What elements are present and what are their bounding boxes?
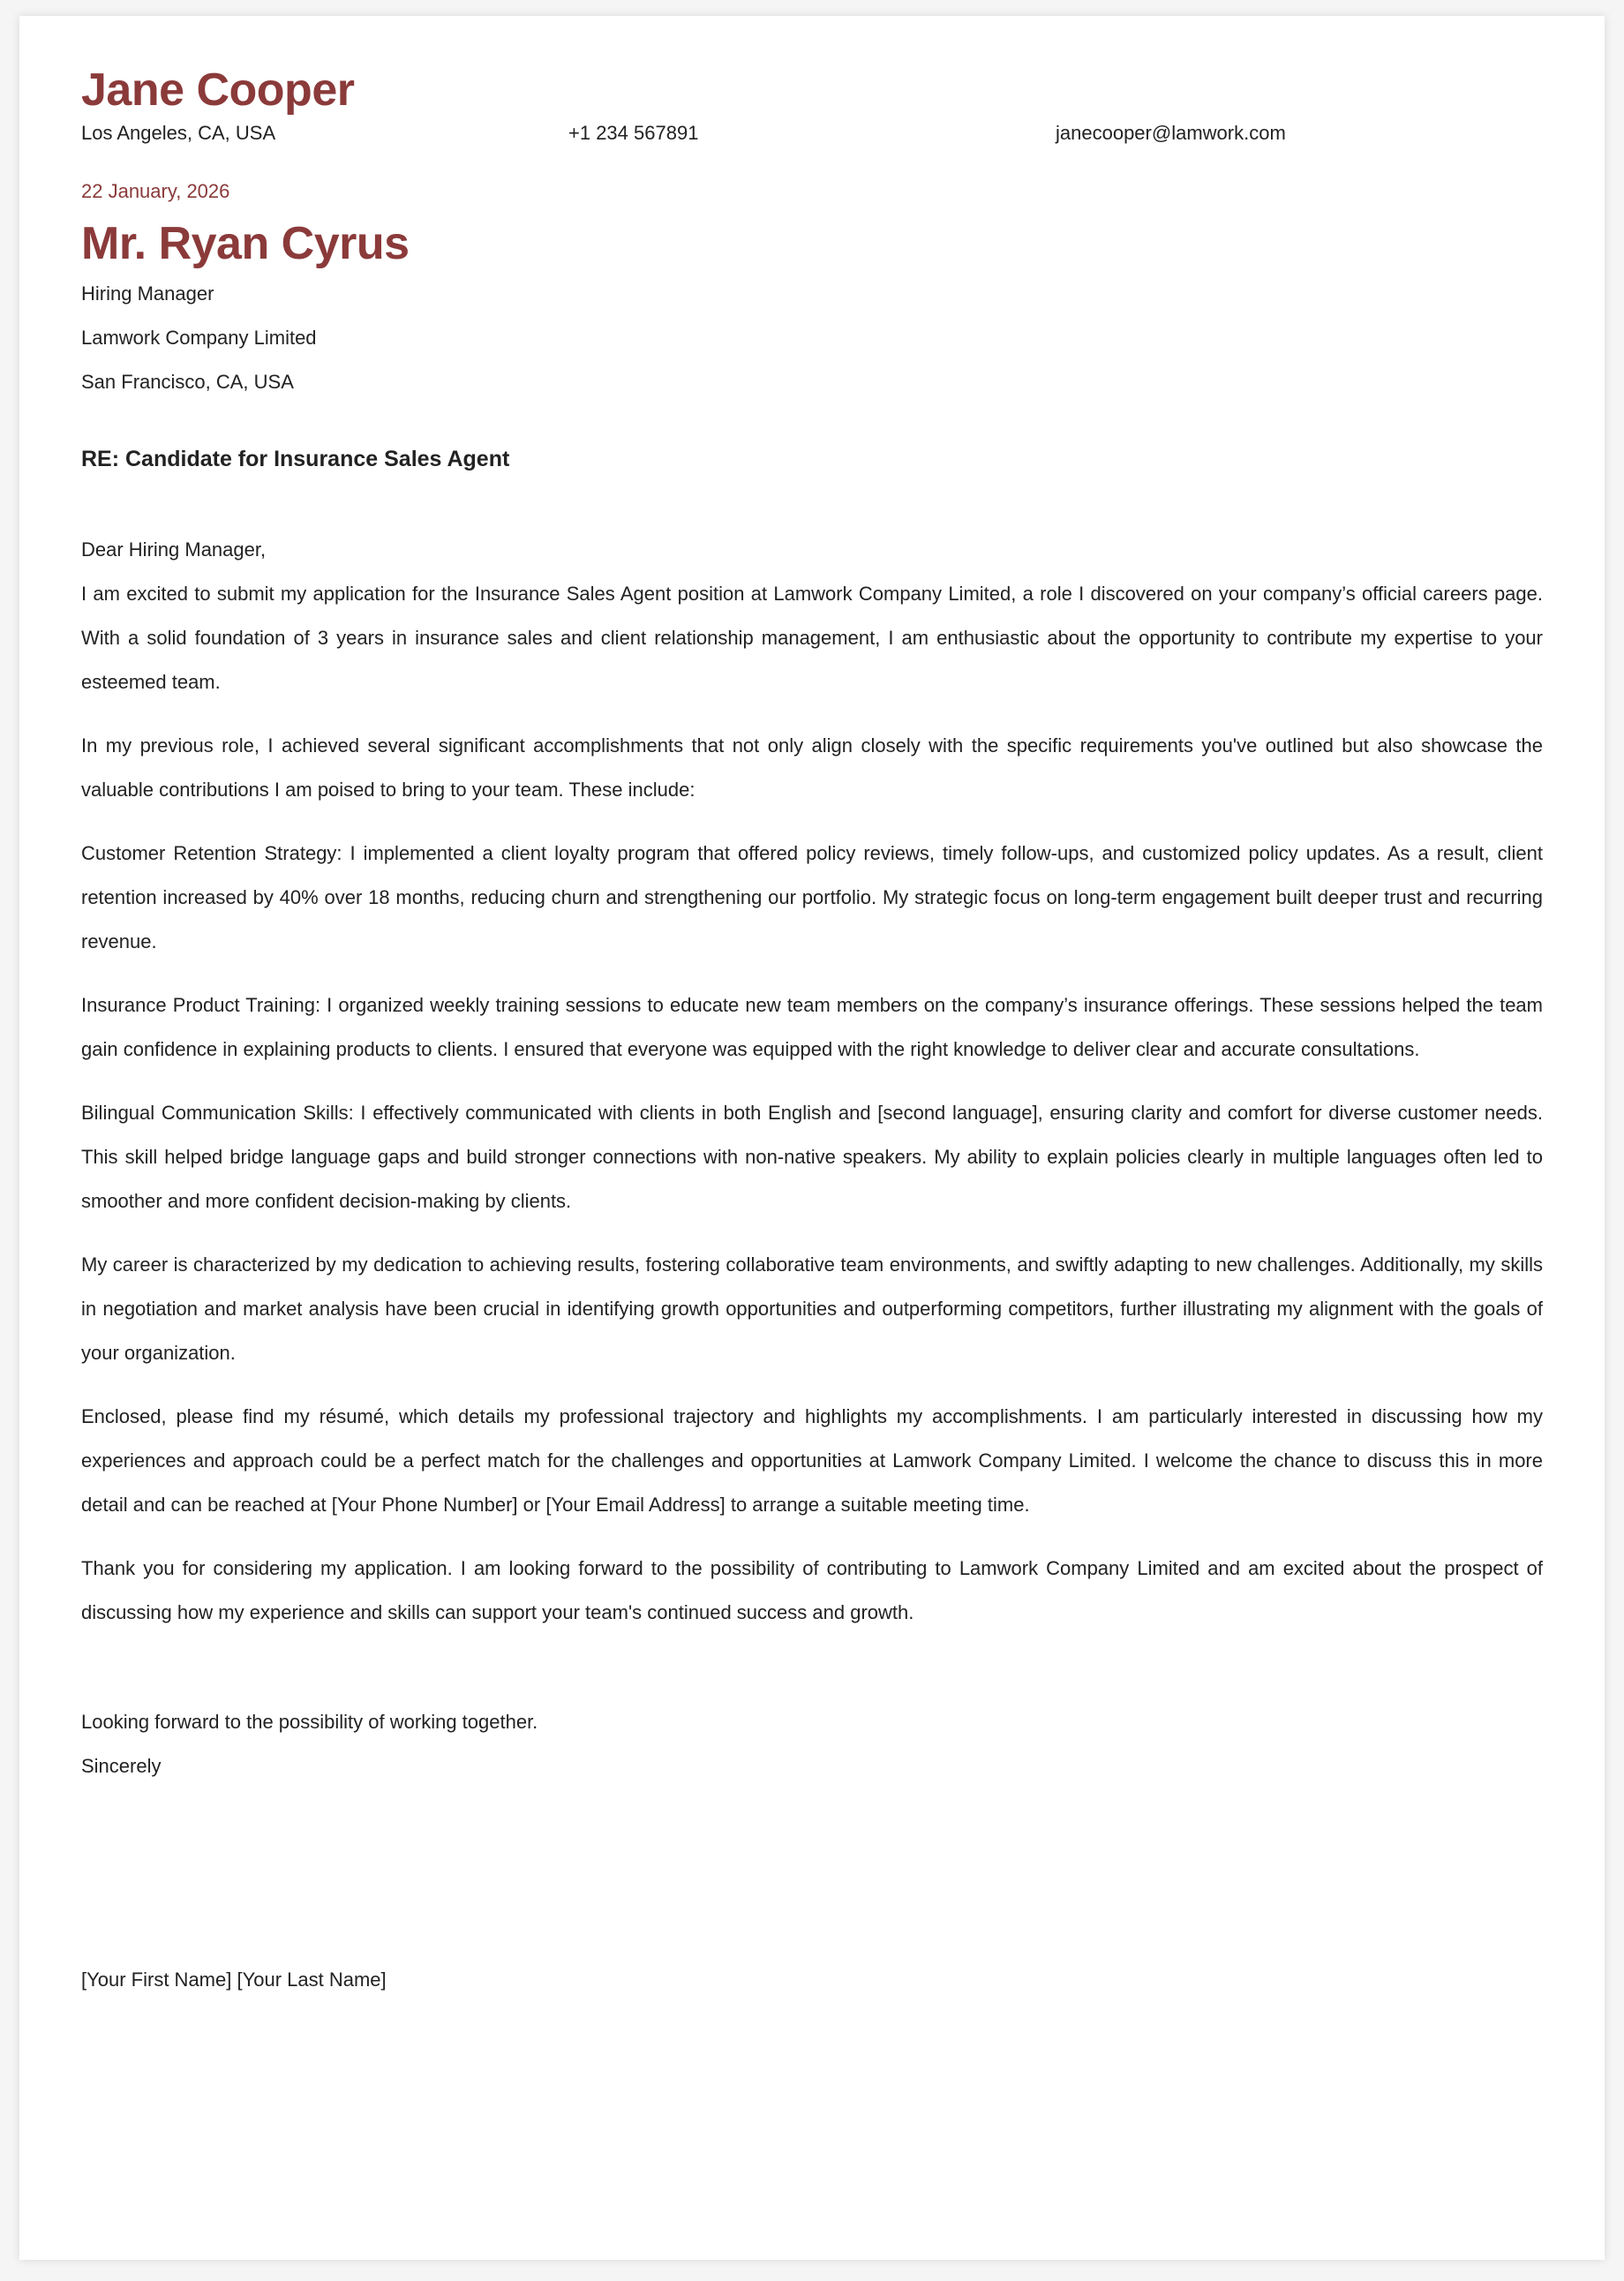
body-paragraph-training: Insurance Product Training: I organized weekly training sessions to educate new team members on the company’s insurance offerings. These sessions helped the team gain confidence in explaining products to clients. I ensured that everyone was equipped with the right knowledge to deliver clear and accurate consultations. bbox=[81, 994, 1543, 1060]
letter-date: 22 January, 2026 bbox=[81, 180, 230, 202]
sender-contact-row bbox=[81, 120, 1543, 147]
body-paragraph-enclosed: Enclosed, please find my résumé, which details my professional trajectory and highlights my accomplishments. I am particularly interested in discussing how my experiences and approach could be a perfect match for the challenges and opportunities at Lamwork Company Limited. I welcome the chance to discuss this in more detail and can be reached at [Your Phone Number] or [Your Email Address] to arrange a suitable meeting time. bbox=[81, 1405, 1543, 1516]
recipient-block bbox=[81, 272, 1543, 404]
sender-name: Jane Cooper bbox=[81, 64, 355, 116]
closing-block bbox=[81, 1700, 1543, 1788]
recipient-company: Lamwork Company Limited bbox=[81, 327, 317, 349]
signature-name: [Your First Name] [Your Last Name] bbox=[81, 1969, 387, 1991]
recipient-title: Hiring Manager bbox=[81, 282, 214, 305]
letter-page bbox=[19, 16, 1605, 2260]
body-paragraph-thanks: Thank you for considering my application. I am looking forward to the possibility of contributing to Lamwork Company Limited and am excited about the prospect of discussing how my experience and skills can support your team's continued success and growth. bbox=[81, 1557, 1543, 1623]
recipient-name: Mr. Ryan Cyrus bbox=[81, 218, 410, 269]
body-paragraph-career: My career is characterized by my dedication to achieving results, fostering collaborative team environments, and swiftly adapting to new challenges. Additionally, my skills in negotiation and market analysis have been crucial in identifying growth opportunities and outperforming competitors, further illustrating my alignment with the goals of your organization. bbox=[81, 1253, 1543, 1364]
letter-subject: RE: Candidate for Insurance Sales Agent bbox=[81, 447, 510, 471]
sender-email: janecooper@lamwork.com bbox=[1056, 122, 1286, 144]
closing-line: Looking forward to the possibility of working together. bbox=[81, 1711, 538, 1733]
recipient-location: San Francisco, CA, USA bbox=[81, 371, 294, 393]
body-paragraph-retention: Customer Retention Strategy: I implemented a client loyalty program that offered policy reviews, timely follow-ups, and customized policy updates. As a result, client retention increased by 40% over 18 months, reducing churn and strengthening our portfolio. My strategic focus on long-term engagement built deeper trust and recurring revenue. bbox=[81, 842, 1543, 952]
letter-body bbox=[81, 572, 1543, 1635]
sender-phone: +1 234 567891 bbox=[568, 122, 699, 144]
body-paragraph-intro: I am excited to submit my application for the Insurance Sales Agent position at Lamwork Company Limited, a role I discovered on your company’s official careers page. With a solid foundation of 3 years in insurance sales and client relationship management, I am enthusiastic about the opportunity to contribute my expertise to your esteemed team. bbox=[81, 583, 1543, 693]
body-paragraph-bilingual: Bilingual Communication Skills: I effectively communicated with clients in both English and [second language], ensuring clarity and comfort for diverse customer needs. This skill helped bridge language gaps and build stronger connections with non-native speakers. My ability to explain policies clearly in multiple languages often led to smoother and more confident decision-making by clients. bbox=[81, 1102, 1543, 1212]
sender-location: Los Angeles, CA, USA bbox=[81, 122, 276, 144]
closing-signoff: Sincerely bbox=[81, 1755, 162, 1777]
salutation: Dear Hiring Manager, bbox=[81, 538, 267, 561]
body-paragraph-accomplishments: In my previous role, I achieved several significant accomplishments that not only align closely with the specific requirements you've outlined but also showcase the valuable contributions I am poised to bring to your team. These include: bbox=[81, 734, 1543, 801]
